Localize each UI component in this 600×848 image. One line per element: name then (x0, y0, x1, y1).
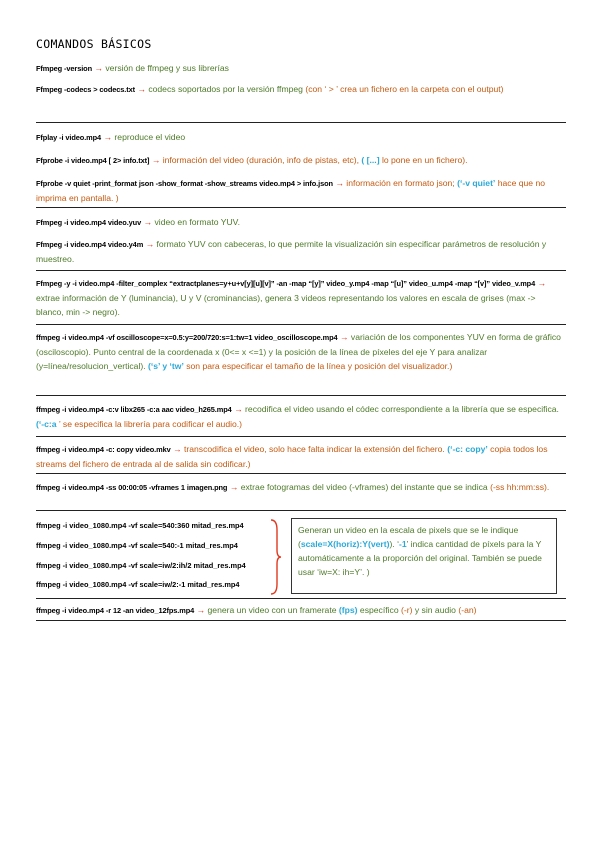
description: codecs soportados por la versión ffmpeg (148, 84, 303, 94)
note-text: ). ‘ (389, 539, 400, 549)
description: genera un video con un framerate (207, 605, 337, 615)
divider (36, 598, 566, 599)
note-text: hace que no imprima en pantalla. ) (36, 178, 546, 203)
command: Ffplay -i video.mp4 (36, 133, 102, 142)
entry-ffplay (36, 130, 561, 145)
divider (36, 620, 566, 621)
highlight: scale=X(horiz):Y(vert) (300, 539, 390, 549)
description: recodifica el video usando el códec correspondiente a la librería que se especifica. (245, 404, 559, 414)
note-text: (-ss hh:mm:ss). (490, 482, 550, 492)
scale-note-box (291, 518, 557, 594)
arrow-icon: → (229, 482, 239, 492)
note-text: lo pone en un fichero). (379, 155, 468, 165)
description: formato YUV con cabeceras, lo que permite la visualización sin especificar parámetros de resolución y muestreo. (36, 239, 547, 264)
description: información del video (duración, info de pistas, etc), (162, 155, 360, 165)
divider (36, 324, 566, 325)
arrow-icon: → (143, 217, 153, 227)
scale-command: ffmpeg -i video_1080.mp4 -vf scale=540:-1 mitad_res.mp4 (36, 541, 238, 550)
entry-ffprobe (36, 153, 561, 168)
command: Ffmpeg -i video.mp4 video.y4m (36, 240, 144, 249)
command: Ffmpeg -y -i video.mp4 -filter_complex “extractplanes=y+u+v[y][u][v]” -an -map “[y]” video_y.mp4 -map “[u]” video_u.mp4 -map “[v]” video_v.mp4 (36, 279, 536, 288)
highlight: (‘-c: copy’ (447, 444, 488, 454)
note-text: son para especificar el tamaño de la línea y posición del visualizador.) (183, 361, 453, 371)
description: y sin audio (414, 605, 456, 615)
command: Ffmpeg -i video.mp4 video.yuv (36, 218, 142, 227)
description: extrae información de Y (luminancia), U y V (crominancias), genera 3 videos representando los valores en escala de grises (max -> blanco, min -> negro). (36, 293, 536, 317)
divider (36, 436, 566, 437)
entry-extractplanes (36, 276, 561, 319)
description: versión de ffmpeg y sus librerías (105, 63, 229, 73)
entry-framerate (36, 603, 561, 618)
note-text: ’ indica cantidad de píxels para la Y automáticamente a la proporción del original. También se puede usar ‘iw=X: ih=Y’. ) (298, 539, 542, 577)
arrow-icon: → (339, 332, 349, 342)
command: Ffprobe -v quiet -print_format json -show_format -show_streams video.mp4 > info.json (36, 179, 333, 188)
arrow-icon: → (103, 132, 113, 142)
highlight: (fps) (338, 605, 358, 615)
divider (36, 510, 566, 511)
description: específico (359, 605, 399, 615)
divider (36, 122, 566, 123)
divider (36, 395, 566, 396)
description: variación de los componentes YUV en forma de gráfico (osciloscopio). Punto central de la coordenada x (0<= x <=1) y la posición de la línea de píxeles del eje Y para analizar (y=línea/resolucion_vertical). (36, 332, 561, 371)
arrow-icon: → (173, 444, 182, 454)
entry-yuv (36, 215, 561, 230)
entry-ffprobe-json (36, 176, 561, 205)
entry-oscilloscope (36, 330, 561, 373)
highlight: (‘-v quiet’ (457, 178, 496, 188)
command: ffmpeg -i video.mp4 -c: copy video.mkv (36, 445, 171, 454)
curly-brace-icon (268, 518, 282, 596)
arrow-icon: → (234, 404, 243, 414)
highlight: ( [...] (361, 155, 380, 165)
divider (36, 207, 566, 208)
arrow-icon: → (196, 605, 206, 615)
highlight: -1 (399, 539, 407, 549)
highlight: (-r) (401, 605, 413, 615)
arrow-icon: → (94, 63, 103, 73)
command: ffmpeg -i video.mp4 -c:v libx265 -c:a aac video_h265.mp4 (36, 405, 232, 414)
note-text: Generan un video en la escala de pixels que se le indique ( (298, 525, 519, 549)
highlight: (‘-c:a (36, 419, 57, 429)
note-text: copia todos los streams del fichero de entrada al de salida sin codificar.) (36, 444, 548, 469)
divider (36, 473, 566, 474)
command: Ffprobe -i video.mp4 [ 2> info.txt] (36, 156, 150, 165)
highlight: (‘s’ y ‘tw’ (148, 361, 184, 371)
scale-command: ffmpeg -i video_1080.mp4 -vf scale=iw/2:ih/2 mitad_res.mp4 (36, 561, 246, 570)
arrow-icon: → (537, 278, 547, 288)
entry-copy (36, 442, 561, 471)
page-title: COMANDOS BÁSICOS (36, 37, 152, 51)
description: video en formato YUV. (154, 217, 240, 227)
highlight: (-an) (458, 605, 477, 615)
entry-y4m (36, 237, 561, 266)
command: ffmpeg -i video.mp4 -r 12 -an video_12fps.mp4 (36, 606, 195, 615)
arrow-icon: → (335, 178, 344, 188)
description: extrae fotogramas del video (-vframes) del instante que se indica (240, 482, 488, 492)
entry-recode (36, 402, 561, 431)
entry-version (36, 61, 561, 76)
arrow-icon: → (137, 84, 146, 94)
entry-frames (36, 480, 561, 495)
command: Ffmpeg -codecs > codecs.txt (36, 85, 135, 94)
entry-codecs (36, 82, 561, 97)
scale-command: ffmpeg -i video_1080.mp4 -vf scale=iw/2:-1 mitad_res.mp4 (36, 580, 240, 589)
description: reproduce el video (114, 132, 186, 142)
scale-command: ffmpeg -i video_1080.mp4 -vf scale=540:360 mitad_res.mp4 (36, 521, 244, 530)
command: Ffmpeg -version (36, 64, 92, 73)
divider (36, 270, 566, 271)
arrow-icon: → (151, 155, 161, 165)
command: ffmpeg -i video.mp4 -ss 00:00:05 -vframes 1 imagen.png (36, 483, 228, 492)
note-text: ’ se especifica la librería para codificar el audio.) (56, 419, 243, 429)
description: información en formato json; (346, 178, 455, 188)
description: transcodifica el video, solo hace falta indicar la extensión del fichero. (183, 444, 445, 454)
note-text: (con ‘ > ’ crea un fichero en la carpeta con el output) (305, 84, 504, 94)
arrow-icon: → (145, 239, 155, 249)
command: ffmpeg -i video.mp4 -vf oscilloscope=x=0.5:y=200/720:s=1:tw=1 video_oscilloscope.mp4 (36, 333, 338, 342)
